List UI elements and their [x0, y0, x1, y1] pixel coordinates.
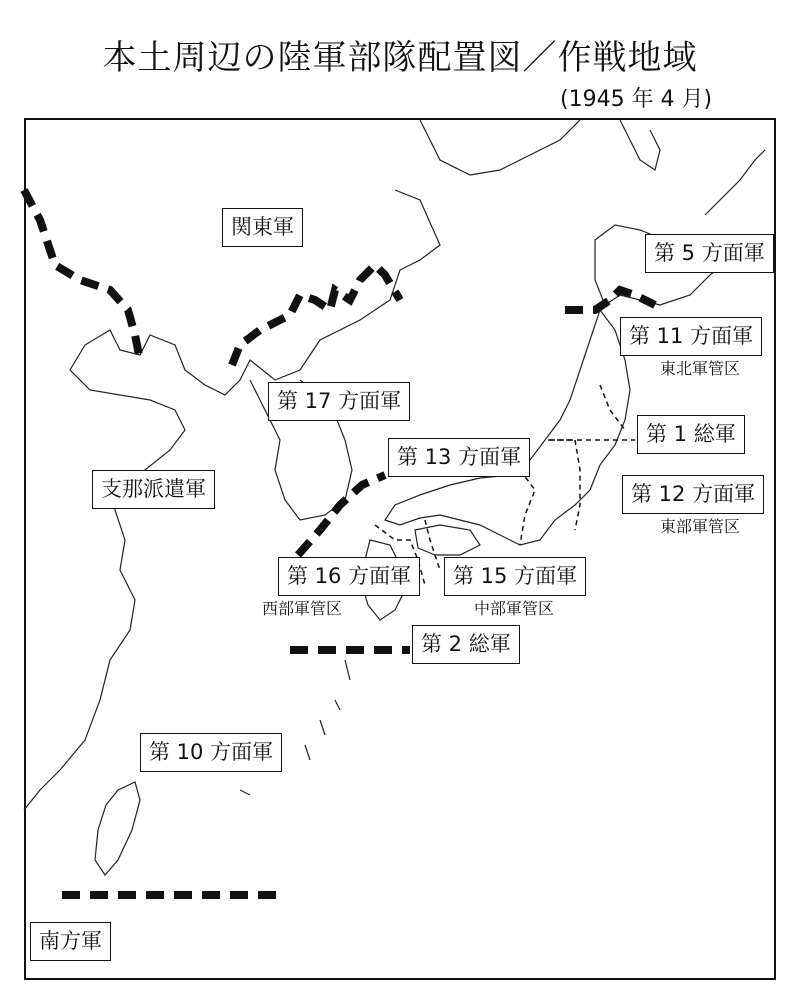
- sakhalin-coast: [620, 120, 660, 170]
- label-1st-general-army: 第 1 総軍: [637, 415, 745, 454]
- boundary-h16-h13: [298, 475, 385, 555]
- shikoku-coast: [415, 525, 480, 555]
- label-chubu-district: 中部軍管区: [474, 599, 555, 618]
- district-boundaries: [375, 385, 635, 585]
- label-13th-area-army: 第 13 方面軍: [388, 438, 530, 477]
- label-seibu-district: 西部軍管区: [262, 599, 343, 618]
- label-11th-area-army: 第 11 方面軍: [620, 317, 762, 356]
- boundary-kantogun-west: [24, 190, 140, 360]
- label-15th-area-army: 第 15 方面軍: [444, 557, 586, 596]
- label-10th-area-army: 第 10 方面軍: [140, 733, 282, 772]
- label-16th-area-army: 第 16 方面軍: [278, 557, 420, 596]
- district-chubu: [520, 470, 535, 545]
- label-tobu-district: 東部軍管区: [660, 517, 741, 536]
- map-title: 本土周辺の陸軍部隊配置図／作戦地域: [102, 38, 698, 78]
- label-17th-area-army: 第 17 方面軍: [268, 382, 410, 421]
- honshu-coast: [385, 310, 630, 545]
- label-kantogun: 関東軍: [222, 208, 303, 247]
- boundary-h5-h11: [565, 290, 655, 310]
- taiwan-coast: [95, 782, 140, 875]
- district-tohoku: [548, 440, 580, 530]
- label-nanpo-gun: 南方軍: [30, 922, 111, 961]
- label-12th-area-army: 第 12 方面軍: [622, 475, 764, 514]
- label-tohoku-district: 東北軍管区: [660, 359, 741, 378]
- kuril-coast: [705, 150, 765, 215]
- boundary-kantogun-korea: [232, 265, 400, 365]
- map-subtitle: (1945 年 4 月): [560, 87, 713, 112]
- ryukyu-islands: [240, 660, 350, 795]
- label-5th-area-army: 第 5 方面軍: [645, 234, 774, 273]
- label-2nd-general-army: 第 2 総軍: [412, 625, 520, 664]
- district-11-pointer: [600, 385, 625, 430]
- label-shina-haken-gun: 支那派遣軍: [92, 470, 215, 509]
